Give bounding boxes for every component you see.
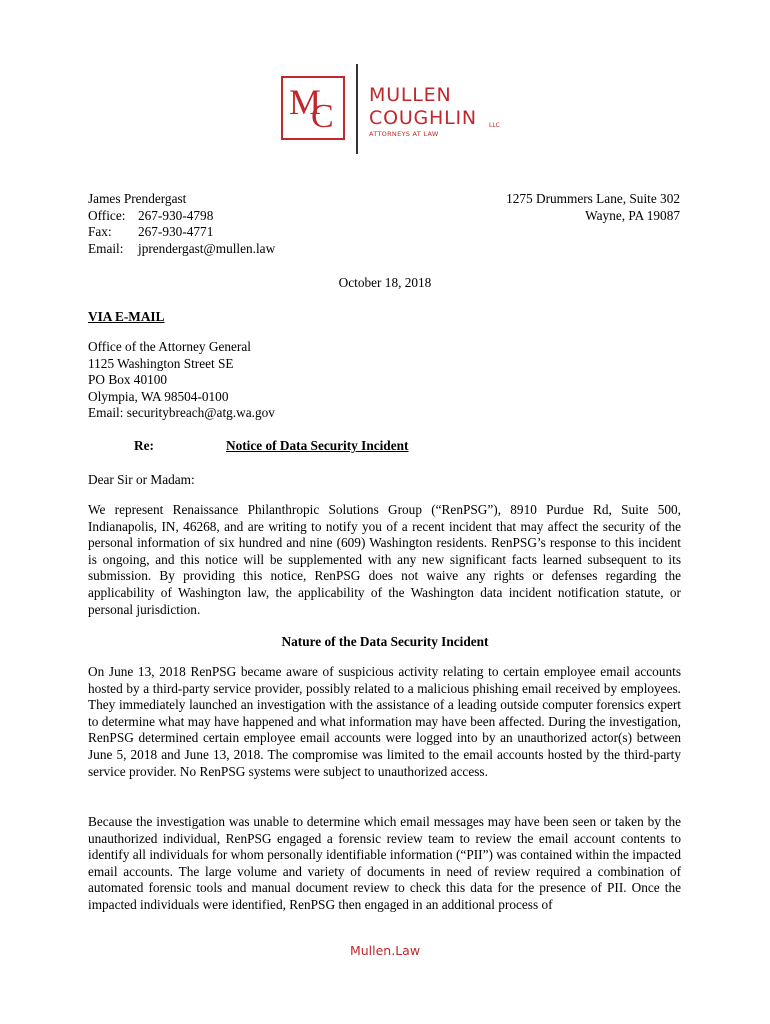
- investigation-paragraph: Because the investigation was unable to determine which email messages may have been seen or taken by the unauthorized individual, RenPSG engaged a forensic review team to review the email account contents to identify all individuals for whom personally identifiable information (“PII”) was contained within the impacted email accounts. The large volume and variety of documents in need of review required a combination of automated forensic tools and manual document review to check this data for the presence of PII. Once the impacted individuals were identified, RenPSG then engaged in an additional process of: [88, 814, 681, 912]
- footer-website: Mullen.Law: [349, 943, 421, 958]
- firm-address-line1: 1275 Drummers Lane, Suite 302: [506, 191, 680, 206]
- logo-suffix: LLC: [489, 122, 500, 129]
- recipient-line3: PO Box 40100: [88, 372, 168, 388]
- nature-paragraph: On June 13, 2018 RenPSG became aware of suspicious activity relating to certain employee email accounts hosted by a third-party service provider, possibly related to a malicious phishing email received by employees. They immediately launched an investigation with the assistance of a leading outside computer forensics expert to determine what may have happened and what information may have been affected. During the investigation, RenPSG determined certain employee email accounts were logged into by an unauthorized actor(s) between June 5, 2018 and June 13, 2018. The compromise was limited to the email accounts hosted by the third-party service provider. No RenPSG systems were subject to unauthorized access.: [88, 664, 681, 779]
- recipient-line5: Email: securitybreach@atg.wa.gov: [88, 405, 275, 421]
- subject-text: Notice of Data Security Incident: [226, 438, 409, 453]
- subject-line: [88, 438, 408, 455]
- sender-office: Office: 267-930-4798: [88, 207, 214, 223]
- logo-name-coughlin: COUGHLIN: [369, 107, 477, 129]
- logo-name-mullen: MULLEN: [369, 84, 452, 106]
- logo-divider: [356, 64, 358, 154]
- recipient-line4: Olympia, WA 98504-0100: [88, 388, 229, 404]
- sender-fax: Fax: 267-930-4771: [88, 224, 214, 240]
- logo-tagline: ATTORNEYS AT LAW: [369, 130, 439, 138]
- sender-block: [88, 191, 275, 257]
- monogram-c: C: [311, 98, 334, 135]
- sender-email: Email: jprendergast@mullen.law: [88, 240, 276, 256]
- section-heading: Nature of the Data Security Incident: [281, 634, 489, 649]
- recipient-line1: Office of the Attorney General: [88, 339, 251, 354]
- firm-address-line2: Wayne, PA 19087: [585, 207, 680, 223]
- letter-date: October 18, 2018: [338, 275, 432, 290]
- firm-logo: [281, 64, 521, 156]
- delivery-method: VIA E-MAIL: [88, 309, 165, 324]
- recipient-address: [88, 339, 275, 422]
- monogram-m: M: [289, 82, 322, 122]
- intro-paragraph: We represent Renaissance Philanthropic Solutions Group (“RenPSG”), 8910 Purdue Rd, Suite 500, Indianapolis, IN, 46268, and are writing to notify you of a recent incident that may affect the security of the personal information of six hundred and nine (609) Washington residents. RenPSG’s response to this incident is ongoing, and this notice will be supplemented with any new significant facts learned subsequent to its submission. By providing this notice, RenPSG does not waive any rights or defenses regarding the applicability of Washington law, the applicability of the Washington data incident notification statute, or personal jurisdiction.: [88, 502, 681, 617]
- sender-name: James Prendergast: [88, 191, 187, 206]
- subject-label: Re:: [134, 438, 154, 453]
- recipient-line2: 1125 Washington Street SE: [88, 355, 234, 371]
- salutation: Dear Sir or Madam:: [88, 472, 195, 487]
- firm-address: [506, 191, 680, 224]
- monogram-box: [281, 76, 345, 140]
